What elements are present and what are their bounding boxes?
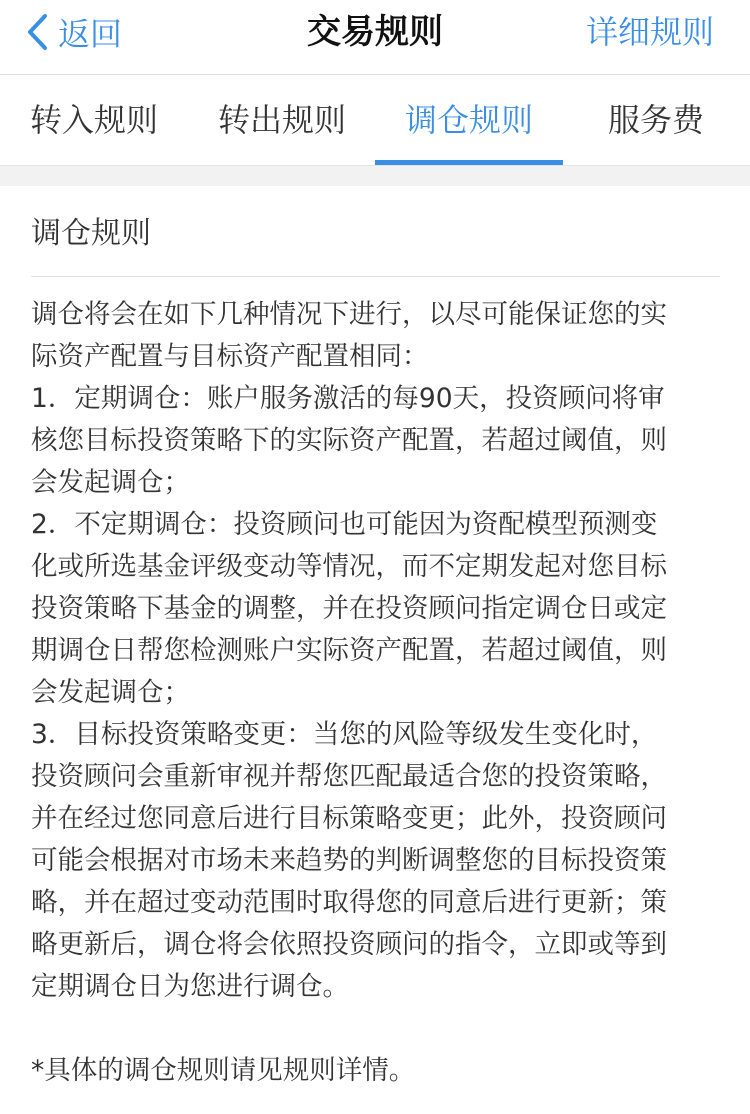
tab-service-fee[interactable]: 服务费: [607, 101, 704, 139]
tab-bar: [0, 75, 750, 166]
content-blank-line: [31, 1008, 720, 1050]
section-spacer: [0, 166, 750, 186]
content-line: 化或所选基金评级变动等情况，而不定期发起对您目标: [31, 551, 667, 582]
rules-content: [31, 294, 720, 1092]
content-line: 3．目标投资策略变更：当您的风险等级发生变化时，: [31, 719, 658, 750]
content-line: 2．不定期调仓：投资顾问也可能因为资配模型预测变: [31, 509, 658, 540]
tab-transfer-in[interactable]: 转入规则: [29, 101, 158, 139]
content-line: 会发起调仓；: [31, 467, 190, 498]
content-line: 1．定期调仓：账户服务激活的每90天，投资顾问将审: [31, 383, 665, 414]
content-line: 核您目标投资策略下的实际资产配置，若超过阈值，则: [31, 425, 667, 456]
page-title: 交易规则: [307, 12, 443, 52]
back-label: 返回: [58, 15, 123, 53]
navigation-bar: [0, 0, 750, 75]
section-divider: [31, 276, 720, 277]
content-line: 并在经过您同意后进行目标策略变更；此外，投资顾问: [31, 803, 667, 834]
content-line: 投资顾问会重新审视并帮您匹配最适合您的投资策略，: [31, 761, 667, 792]
content-line: 定期调仓日为您进行调仓。: [31, 971, 349, 1002]
tab-transfer-out[interactable]: 转出规则: [217, 101, 346, 139]
content-line: 调仓将会在如下几种情况下进行，以尽可能保证您的实: [31, 299, 667, 330]
content-line: 投资策略下基金的调整，并在投资顾问指定调仓日或定: [31, 593, 667, 624]
content-line: 略，并在超过变动范围时取得您的同意后进行更新；策: [31, 887, 667, 918]
content-line: 际资产配置与目标资产配置相同：: [31, 341, 429, 372]
chevron-left-icon: [26, 13, 48, 51]
footnote: *具体的调仓规则请见规则详情。: [31, 1055, 416, 1086]
detailed-rules-link[interactable]: 详细规则: [585, 13, 714, 51]
tab-rebalance[interactable]: 调仓规则: [404, 101, 533, 139]
active-tab-indicator: [375, 160, 563, 165]
section-title: 调仓规则: [31, 216, 151, 251]
content-line: 略更新后，调仓将会依照投资顾问的指令，立即或等到: [31, 929, 667, 960]
content-line: 会发起调仓；: [31, 677, 190, 708]
back-button[interactable]: [26, 8, 122, 56]
content-line: 可能会根据对市场未来趋势的判断调整您的目标投资策: [31, 845, 667, 876]
content-line: 期调仓日帮您检测账户实际资产配置，若超过阈值，则: [31, 635, 667, 666]
